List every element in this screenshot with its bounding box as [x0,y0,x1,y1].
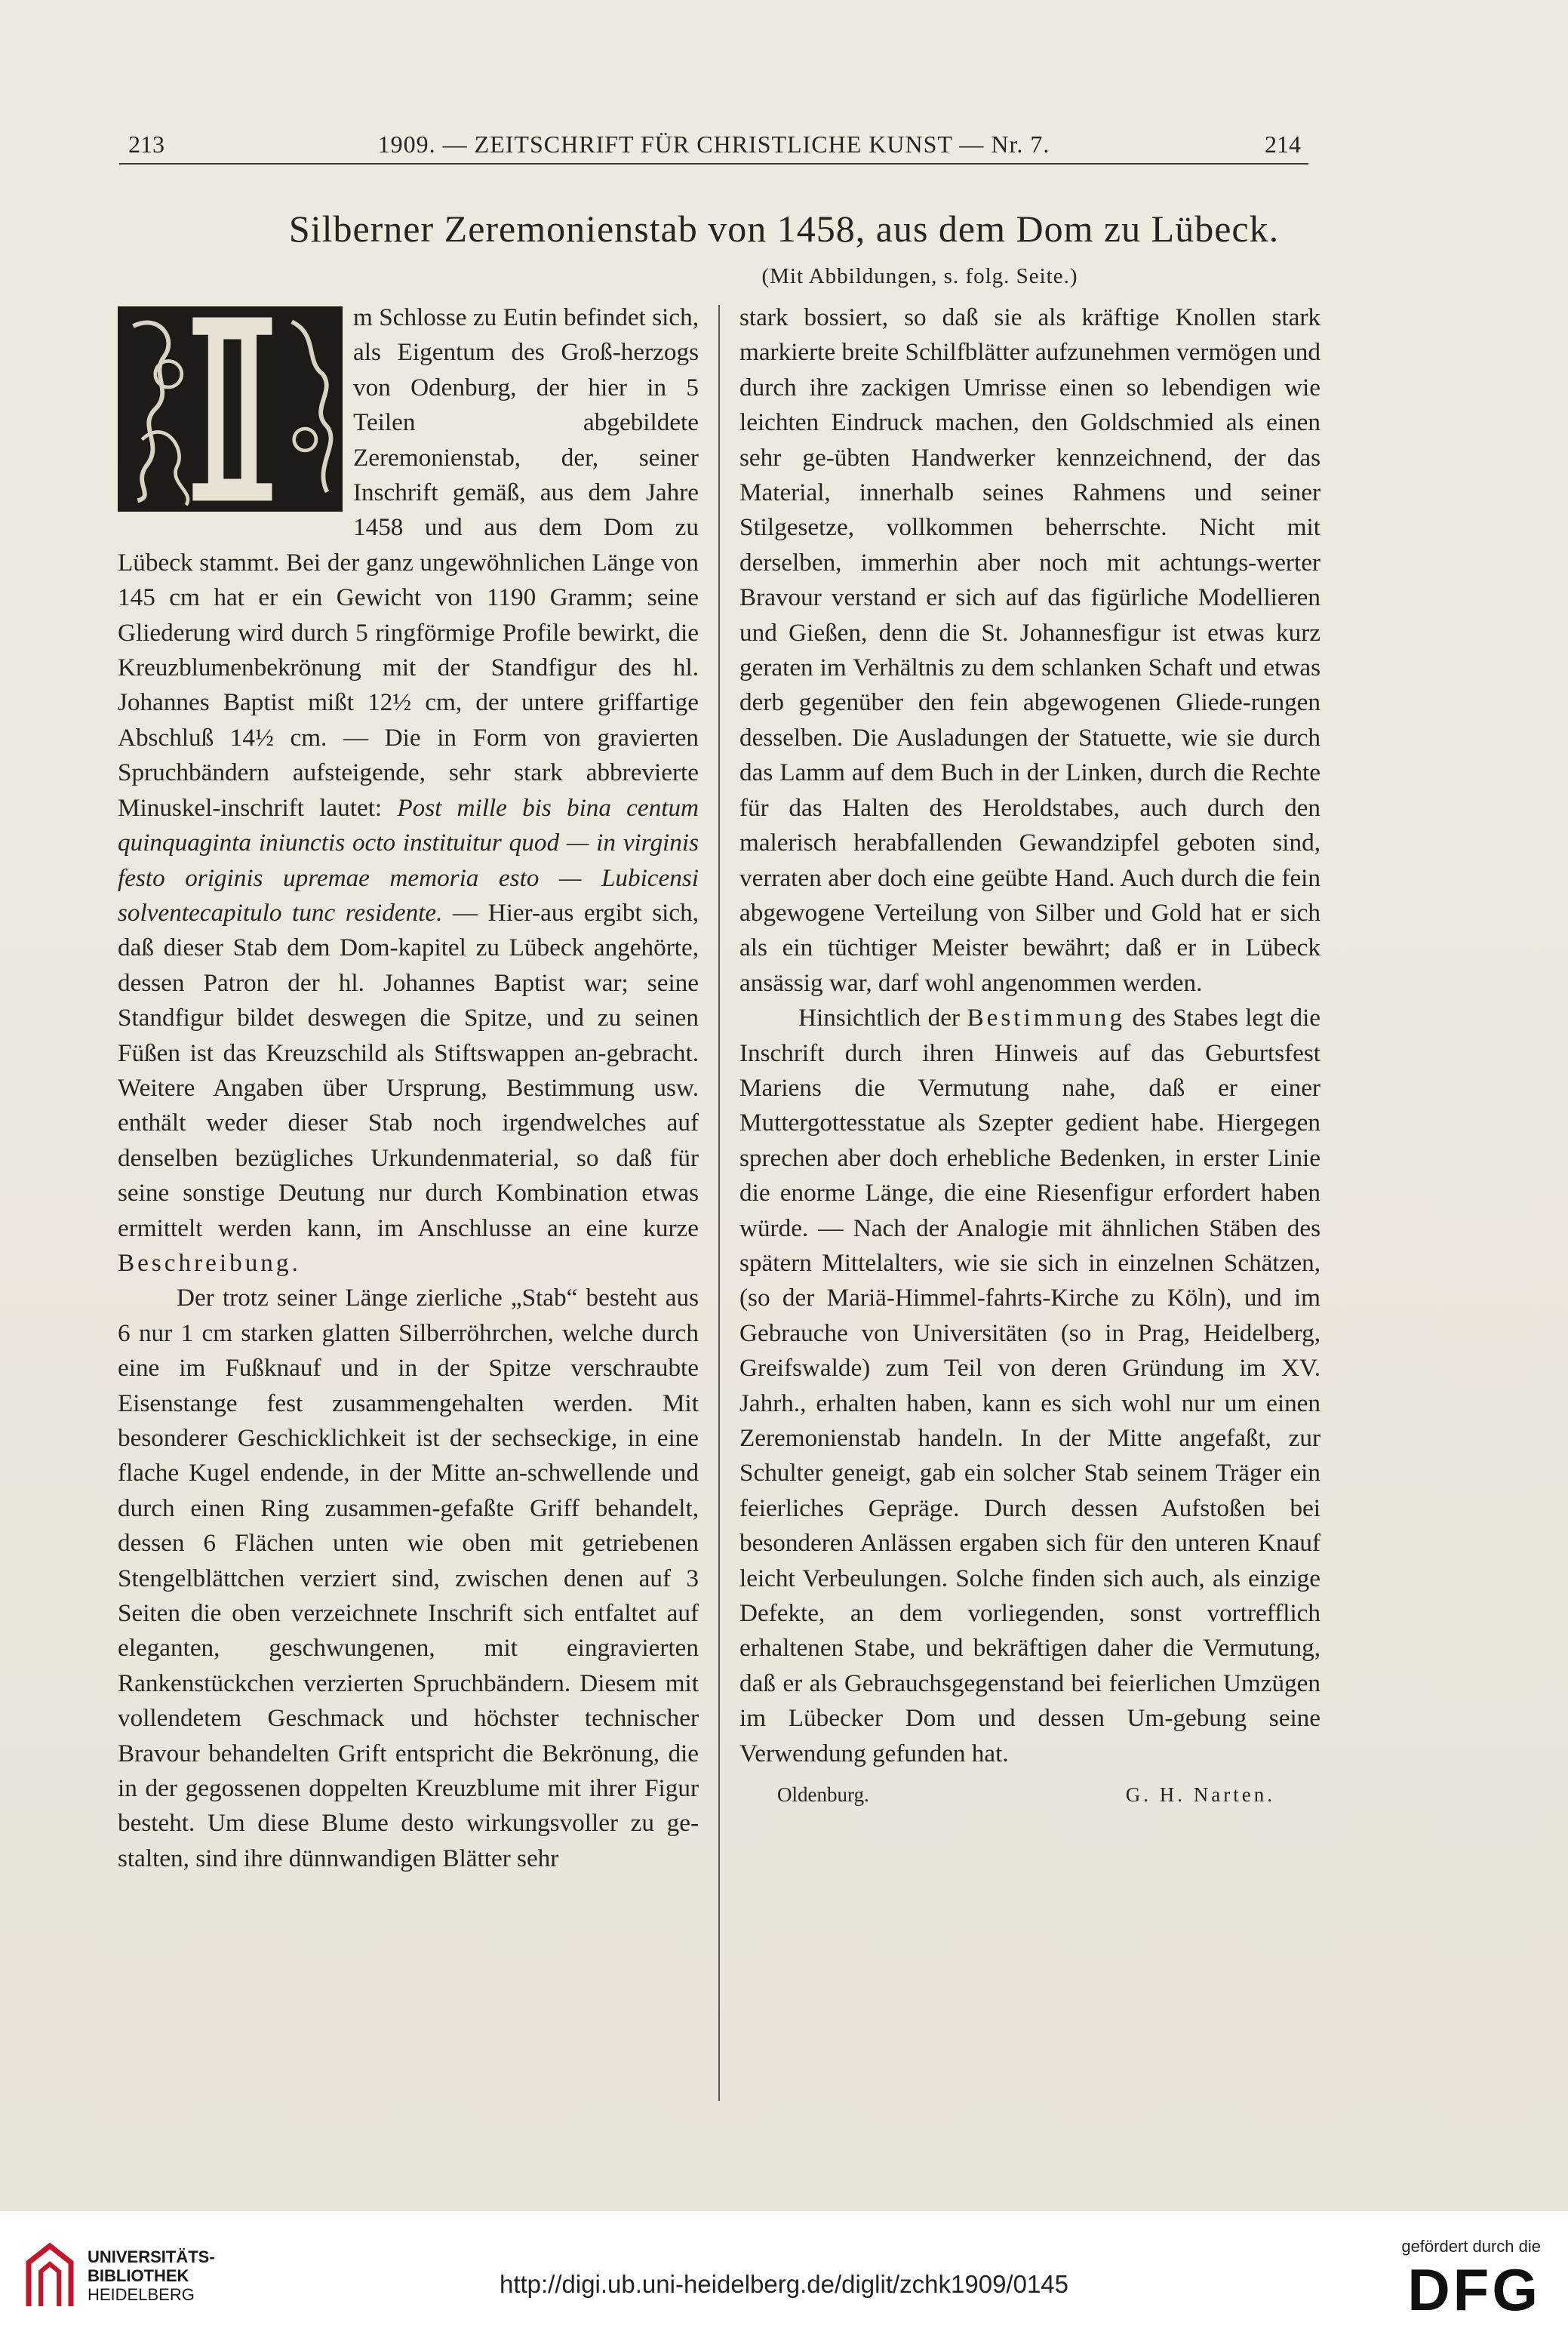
article-subtitle: (Mit Abbildungen, s. folg. Seite.) [761,264,1078,288]
column-divider [718,305,720,2101]
funder-block [1401,2237,1541,2323]
digitization-footer [0,2211,1568,2341]
page-number-right: 214 [1265,131,1301,158]
signature-line [739,1777,1321,1812]
right-paragraph-2: Hinsichtlich der Bestimmung des Stabes legt die Inschrift durch ihren Hinweis auf das Geburtsfest Mariens die Vermutung nahe, daß er einer Muttergottesstatue als Szepter gedient habe. Hiergegen sprechen aber doch erhebliche Bedenken, in erster Linie die enorme Länge, die eine Riesenfigur erfordert haben würde. — Nach der Analogie mit ähnlichen Stäben des spätern Mittelalters, wie sie sich in einzelnen Schätzen, (so der Mariä-Himmel-fahrts-Kirche zu Köln), und im Gebrauche von Universitäten (so in Prag, Heidelberg, Greifswalde) zum Teil von deren Gründung im XV. Jahrh., erhalten haben, kann es sich wohl nur um einen Zeremonienstab handeln. In der Mitte angefaßt, zur Schulter geneigt, gab ein solcher Stab seinem Träger ein feierliches Gepräge. Durch dessen Aufstoßen bei besonderen Anlässen ergaben sich für den unteren Knauf leicht Verbeulungen. Solche finden sich auch, als einzige Defekte, an dem vorliegenden, sonst vortrefflich erhaltenen Stabe, und bekräftigen daher die Vermutung, daß er als Gebrauchsgegenstand bei feierlichen Umzügen im Lübecker Dom und dessen Um-gebung seine Verwendung gefunden hat. [739,1004,1321,1767]
place: Oldenburg. [777,1783,869,1807]
dfg-logo: DFG [1407,2256,1541,2323]
left-paragraph-1: m Schlosse zu Eutin befindet sich, als Eigentum des Groß-herzogs von Odenburg, der hier in 5 Teilen abgebildete Zeremonienstab, der, seiner Inschrift gemäß, aus dem Jahre 1458 und aus dem Dom zu Lübeck stammt. Bei der ganz ungewöhnlichen Länge von 145 cm hat er ein Gewicht von 1190 Gramm; seine Gliederung wird durch 5 ringförmige Profile bewirkt, die Kreuzblumenbekrönung mit der Standfigur des hl. Johannes Baptist mißt 12½ cm, der untere griffartige Abschluß 14½ cm. — Die in Form von gravierten Spruchbändern aufsteigende, sehr stark abbrevierte Minuskel-inschrift lautet: Post mille bis bina centum quinquaginta iniunctis octo instituitur quod — in virginis festo originis upremae memoria esto — Lubicensi solventecapitulo tunc residente. — Hier-aus ergibt sich, daß dieser Stab dem Dom-kapitel zu Lübeck angehörte, dessen Patron der hl. Johannes Baptist war; seine Standfigur bildet deswegen die Spitze, und zu seinen Füßen ist das Kreuzschild als Stiftswappen an-gebracht. Weitere Angaben über Ursprung, Bestimmung usw. enthält weder dieser Stab noch irgendwelches auf denselben bezügliches Urkundenmaterial, so daß für seine sonstige Deutung nur durch Kombination etwas ermittelt werden kann, im Anschlusse an eine kurze Beschreibung. [118,303,699,1277]
right-column [739,300,1321,1812]
funder-label: gefördert durch die [1401,2237,1541,2256]
article-title: Silberner Zeremonienstab von 1458, aus dem Dom zu Lübeck. [288,208,1280,250]
author: G. H. Narten. [1125,1783,1275,1807]
right-paragraph-1: stark bossiert, so daß sie als kräftige Knollen stark markierte breite Schilfblätter aufzunehmen vermögen und durch ihre zackigen Umrisse einen so lebendigen wie leichten Eindruck machen, den Goldschmied als einen sehr ge-übten Handwerker kennzeichnend, der das Material, innerhalb seines Rahmens und seiner Stilgesetze, vollkommen beherrschte. Nicht mit derselben, immerhin aber noch mit achtungs-werter Bravour verstand er sich auf das figürliche Modellieren und Gießen, denn die St. Johannesfigur ist etwas kurz geraten im Verhältnis zu dem schlanken Schaft und etwas derb gegenüber den fein abgewogenen Gliede-rungen desselben. Die Ausladungen der Statuette, wie sie durch das Lamm auf dem Buch in der Linken, durch die Rechte für das Halten des Heroldstabes, auch durch den malerisch herabfallenden Gewandzipfel geboten sind, verraten aber doch eine geübte Hand. Auch durch die fein abgewogene Verteilung von Silber und Gold hat er sich als ein tüchtiger Meister bewährt; daß er in Lübeck ansässig war, darf wohl angenommen werden. [739,303,1321,997]
latin-inscription: Post mille bis bina centum quinquaginta iniunctis octo instituitur quod — in virginis festo originis upremae memoria esto — Lubicensi solventecapitulo tunc residente. [118,793,699,927]
source-url-link[interactable]: http://digi.ub.uni-heidelberg.de/diglit/zchk1909/0145 [499,2270,1069,2298]
running-title: 1909. — ZEITSCHRIFT FÜR CHRISTLICHE KUNST — Nr. 7. [377,131,1050,158]
page-number-left: 213 [128,131,164,158]
left-column [118,300,699,1876]
left-paragraph-2: Der trotz seiner Länge zierliche „Stab“ besteht aus 6 nur 1 cm starken glatten Silberröhrchen, welche durch eine im Fußknauf und in der Spitze verschraubte Eisenstange fest zusammengehalten werden. Mit besonderer Geschicklichkeit ist der sechseckige, in eine flache Kugel endende, in der Mitte an-schwellende und durch einen Ring zusammen-gefaßte Griff behandelt, dessen 6 Flächen unten wie oben mit getriebenen Stengelblättchen verziert sind, zwischen denen auf 3 Seiten die oben verzeichnete Inschrift sich entfaltet auf eleganten, geschwungenen, mit eingravierten Rankenstückchen verzierten Spruchbändern. Diesem mit vollendetem Geschmack und höchster technischer Bravour behandelten Grift entspricht die Bekrönung, die in der gegossenen doppelten Kreuzblume mit ihrer Figur besteht. Um diese Blume desto wirkungsvoller zu ge-stalten, sind ihre dünnwandigen Blätter sehr [118,1284,699,1872]
decorated-initial-icon [118,306,343,512]
library-name: UNIVERSITÄTS- BIBLIOTHEK HEIDELBERG [88,2247,215,2304]
running-header [119,128,1308,165]
